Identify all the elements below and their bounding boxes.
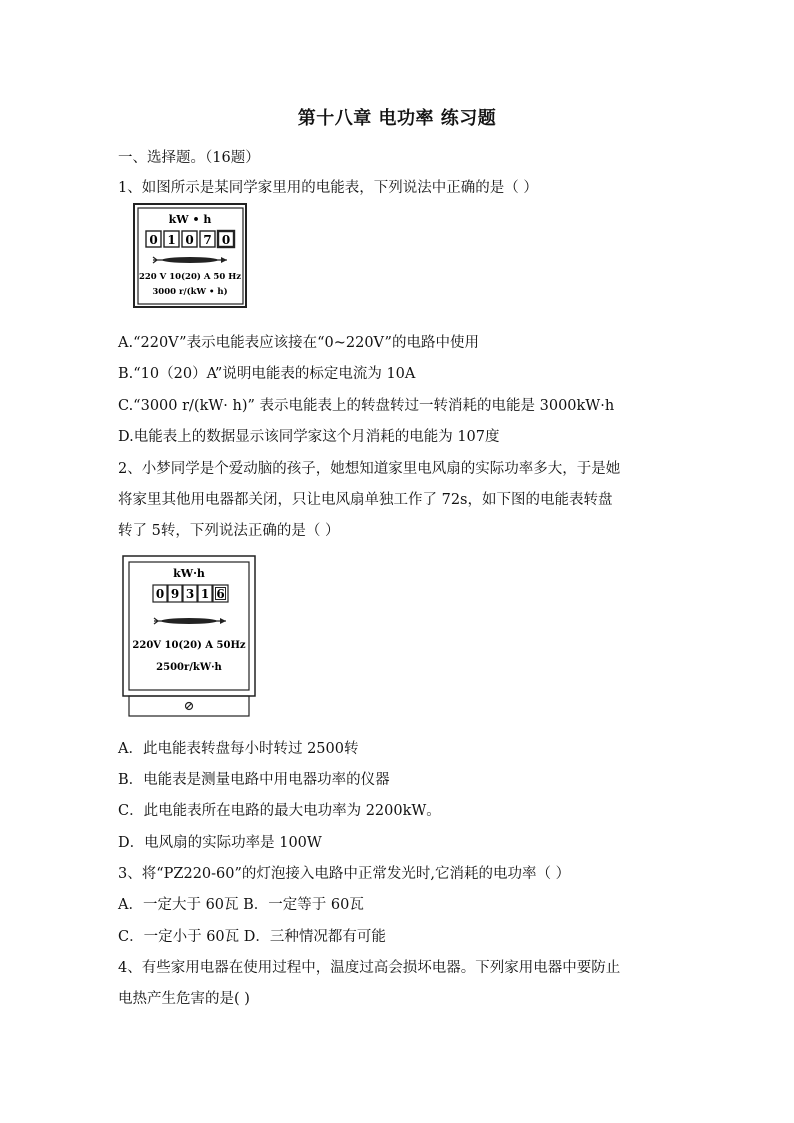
- q2-meter-figure: [122, 555, 256, 718]
- q3-options-row-1: A．一定大于 60瓦 B．一定等于 60瓦: [118, 897, 364, 913]
- section-heading: 一、选择题。（16题）: [118, 150, 260, 166]
- q1-meter-disc: [153, 257, 227, 263]
- q2-meter-disc: [154, 618, 226, 624]
- q2-meter-spec: 220V 10(20) A 50Hz: [132, 640, 246, 651]
- q3-stem: 3、将“PZ220-60”的灯泡接入电路中正常发光时,它消耗的电功率（ ）: [118, 866, 571, 882]
- q1-digit-3: 0: [185, 233, 194, 247]
- q1-digit-5: 0: [221, 233, 231, 247]
- q4-stem-line-1: 4、有些家用电器在使用过程中，温度过高会损坏电器。下列家用电器中要防止: [118, 960, 621, 976]
- q2-meter-unit: kW·h: [173, 567, 205, 580]
- q2-meter-digits: [153, 585, 228, 602]
- q1-digit-4: 7: [203, 233, 212, 247]
- q1-option-c: C.“3000 r/(kW· h)” 表示电能表上的转盘转过一转消耗的电能是 3000kW·h: [118, 398, 615, 414]
- q1-meter-figure: [133, 203, 248, 308]
- q2-digit-1: 0: [155, 587, 165, 601]
- q1-option-d: D.电能表上的数据显示该同学家这个月消耗的电能为 107度: [118, 429, 500, 445]
- q1-digit-1: 0: [149, 233, 158, 247]
- q1-meter-spec: 220 V 10(20) A 50 Hz: [138, 272, 242, 282]
- q2-stem-line-1: 2、小梦同学是个爱动脑的孩子，她想知道家里电风扇的实际功率多大，于是她: [118, 461, 621, 477]
- q2-stem-line-3: 转了 5转，下列说法正确的是（ ）: [118, 523, 340, 539]
- page-title: 第十八章 电功率 练习题: [297, 108, 497, 129]
- q1-meter-unit: kW • h: [168, 213, 212, 226]
- q1-digit-2: 1: [167, 233, 176, 247]
- q2-digit-5: 6: [216, 587, 225, 601]
- q1-option-b: B.“10（20）A”说明电能表的标定电流为 10A: [118, 366, 416, 382]
- q2-digit-2: 9: [170, 587, 180, 601]
- q2-digit-3: 3: [185, 587, 195, 601]
- q1-meter-digits: [146, 231, 234, 247]
- q2-digit-4: 1: [200, 587, 210, 601]
- q1-stem: 1、如图所示是某同学家里用的电能表，下列说法中正确的是（ ）: [118, 180, 538, 196]
- q2-meter-constant: 2500r/kW·h: [156, 662, 222, 673]
- q4-stem-line-2: 电热产生危害的是( ): [118, 991, 250, 1007]
- q2-option-d: D．电风扇的实际功率是 100W: [118, 835, 322, 851]
- q1-meter-constant: 3000 r/(kW • h): [152, 287, 228, 297]
- q2-option-b: B．电能表是测量电路中用电器功率的仪器: [118, 772, 390, 788]
- q2-option-a: A．此电能表转盘每小时转过 2500转: [118, 741, 359, 757]
- q1-option-a: A.“220V”表示电能表应该接在“0~220V”的电路中使用: [118, 335, 479, 351]
- q2-stem-line-2: 将家里其他用电器都关闭，只让电风扇单独工作了 72s，如下图的电能表转盘: [118, 492, 613, 508]
- q2-option-c: C．此电能表所在电路的最大电功率为 2200kW。: [118, 803, 441, 819]
- q3-options-row-2: C．一定小于 60瓦 D．三种情况都有可能: [118, 929, 386, 945]
